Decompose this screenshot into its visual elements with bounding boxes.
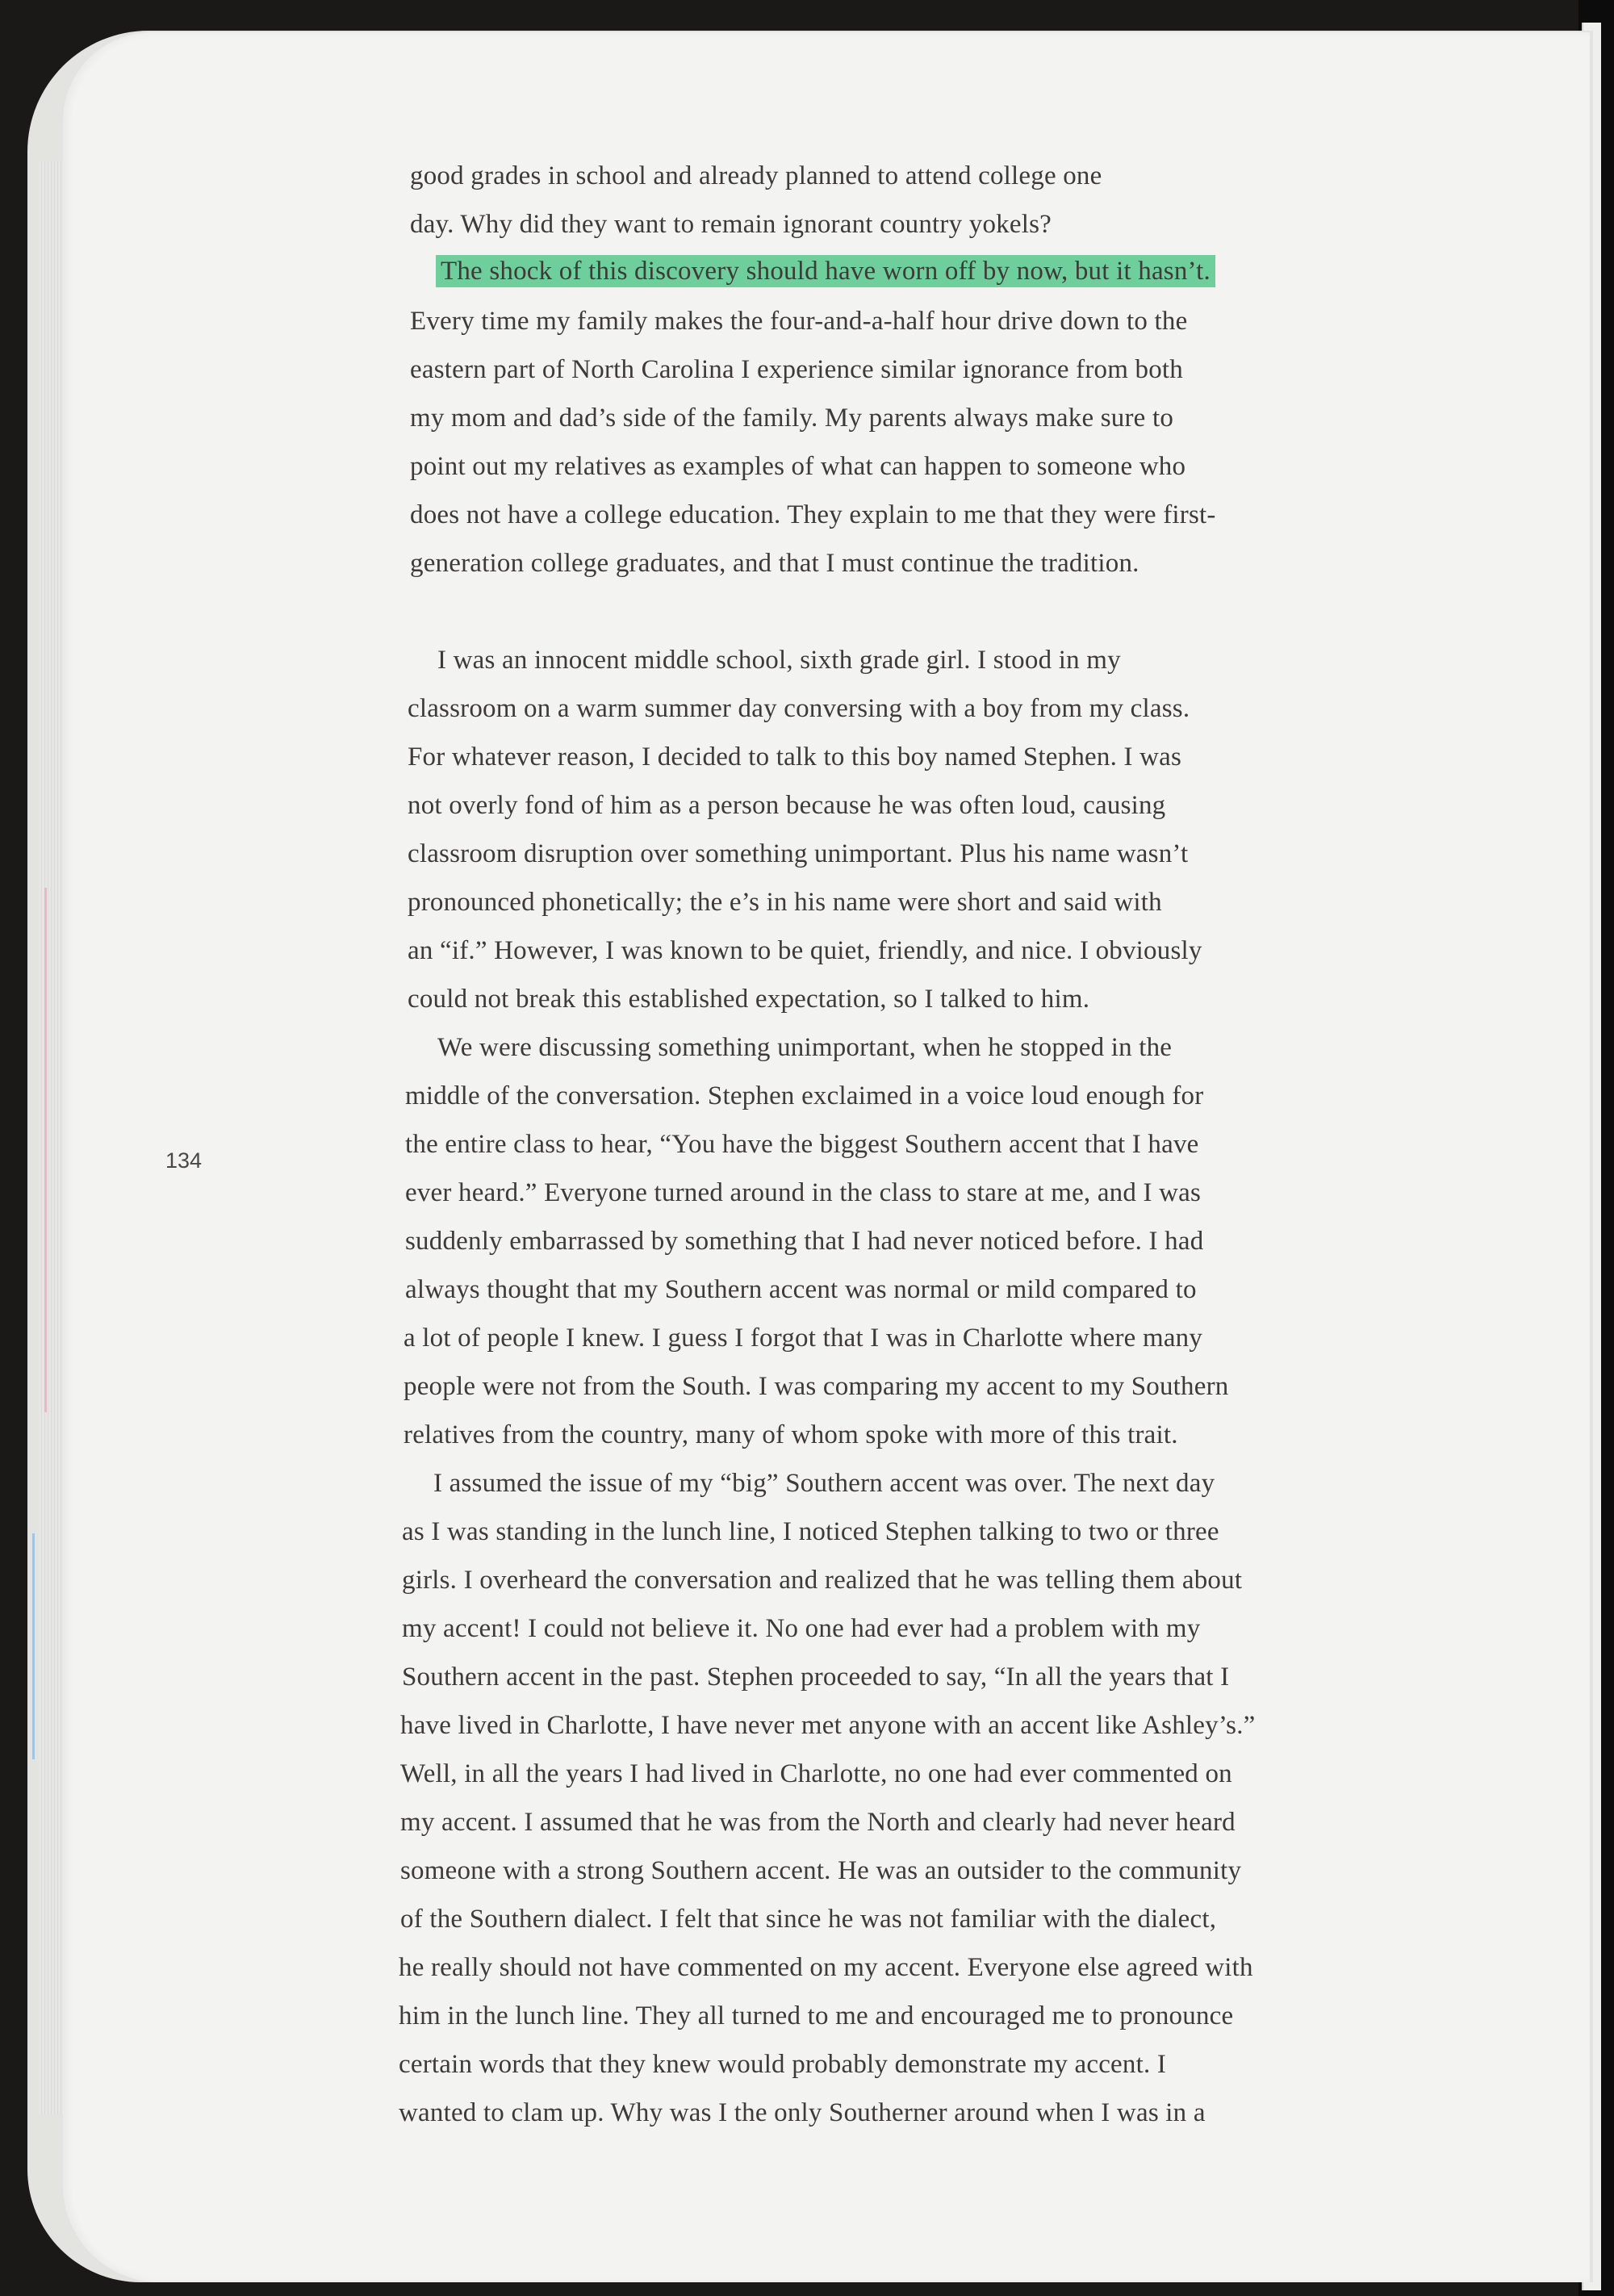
highlighted-line bbox=[436, 257, 1215, 286]
text-line: my accent. I assumed that he was from the North and clearly had never heard bbox=[400, 1808, 1236, 1837]
text-line: point out my relatives as examples of what can happen to someone who bbox=[410, 452, 1186, 481]
text-line: I was an innocent middle school, sixth grade girl. I stood in my bbox=[437, 646, 1121, 675]
text-line: good grades in school and already planned to attend college one bbox=[410, 161, 1102, 190]
text-line: him in the lunch line. They all turned to me and encouraged me to pronounce bbox=[399, 2001, 1234, 2030]
text-line: people were not from the South. I was comparing my accent to my Southern bbox=[404, 1372, 1229, 1401]
text-line: day. Why did they want to remain ignorant country yokels? bbox=[410, 210, 1052, 239]
text-line: of the Southern dialect. I felt that since he was not familiar with the dialect, bbox=[400, 1905, 1217, 1934]
text-line: does not have a college education. They explain to me that they were first- bbox=[410, 500, 1216, 529]
text-line: Well, in all the years I had lived in Charlotte, no one had ever commented on bbox=[400, 1759, 1232, 1788]
text-line: someone with a strong Southern accent. He was an outsider to the community bbox=[400, 1856, 1242, 1885]
text-line: eastern part of North Carolina I experience similar ignorance from both bbox=[410, 355, 1184, 384]
text-line: could not break this established expectation, so I talked to him. bbox=[408, 985, 1090, 1014]
text-line: certain words that they knew would probably demonstrate my accent. I bbox=[399, 2050, 1167, 2079]
text-line: the entire class to hear, “You have the biggest Southern accent that I have bbox=[405, 1130, 1199, 1159]
text-line: We were discussing something unimportant, when he stopped in the bbox=[437, 1033, 1173, 1062]
text-line: relatives from the country, many of whom spoke with more of this trait. bbox=[404, 1420, 1178, 1449]
text-line: not overly fond of him as a person because he was often loud, causing bbox=[408, 791, 1166, 820]
text-line: girls. I overheard the conversation and realized that he was telling them about bbox=[402, 1566, 1243, 1595]
text-line: classroom disruption over something unimportant. Plus his name wasn’t bbox=[408, 839, 1189, 868]
text-line: an “if.” However, I was known to be quiet, friendly, and nice. I obviously bbox=[408, 936, 1202, 965]
text-line: I assumed the issue of my “big” Southern accent was over. The next day bbox=[433, 1469, 1215, 1498]
text-line: pronounced phonetically; the e’s in his name were short and said with bbox=[408, 888, 1162, 917]
text-line: my accent! I could not believe it. No one had ever had a problem with my bbox=[402, 1614, 1201, 1643]
text-line: always thought that my Southern accent was normal or mild compared to bbox=[405, 1275, 1197, 1304]
page-number: 134 bbox=[165, 1148, 203, 1173]
text-line: generation college graduates, and that I must continue the tradition. bbox=[410, 549, 1139, 578]
text-line: Southern accent in the past. Stephen proceeded to say, “In all the years that I bbox=[402, 1662, 1230, 1692]
text-line: suddenly embarrassed by something that I had never noticed before. I had bbox=[405, 1227, 1204, 1256]
text-line: ever heard.” Everyone turned around in the class to stare at me, and I was bbox=[405, 1178, 1202, 1207]
text-line: my mom and dad’s side of the family. My parents always make sure to bbox=[410, 404, 1174, 433]
text-line: a lot of people I knew. I guess I forgot that I was in Charlotte where many bbox=[404, 1324, 1203, 1353]
text-line: middle of the conversation. Stephen exclaimed in a voice loud enough for bbox=[405, 1081, 1204, 1110]
text-line: have lived in Charlotte, I have never met anyone with an accent like Ashley’s.” bbox=[400, 1711, 1256, 1740]
highlight-mark: The shock of this discovery should have worn off by now, but it hasn’t. bbox=[436, 255, 1215, 287]
text-line: he really should not have commented on my accent. Everyone else agreed with bbox=[399, 1953, 1253, 1982]
text-line: Every time my family makes the four-and-a-half hour drive down to the bbox=[410, 307, 1188, 336]
text-line: wanted to clam up. Why was I the only Southerner around when I was in a bbox=[399, 2098, 1206, 2127]
text-line: classroom on a warm summer day conversing with a boy from my class. bbox=[408, 694, 1190, 723]
text-line: as I was standing in the lunch line, I noticed Stephen talking to two or three bbox=[402, 1517, 1219, 1546]
text-line: For whatever reason, I decided to talk to this boy named Stephen. I was bbox=[408, 742, 1182, 772]
